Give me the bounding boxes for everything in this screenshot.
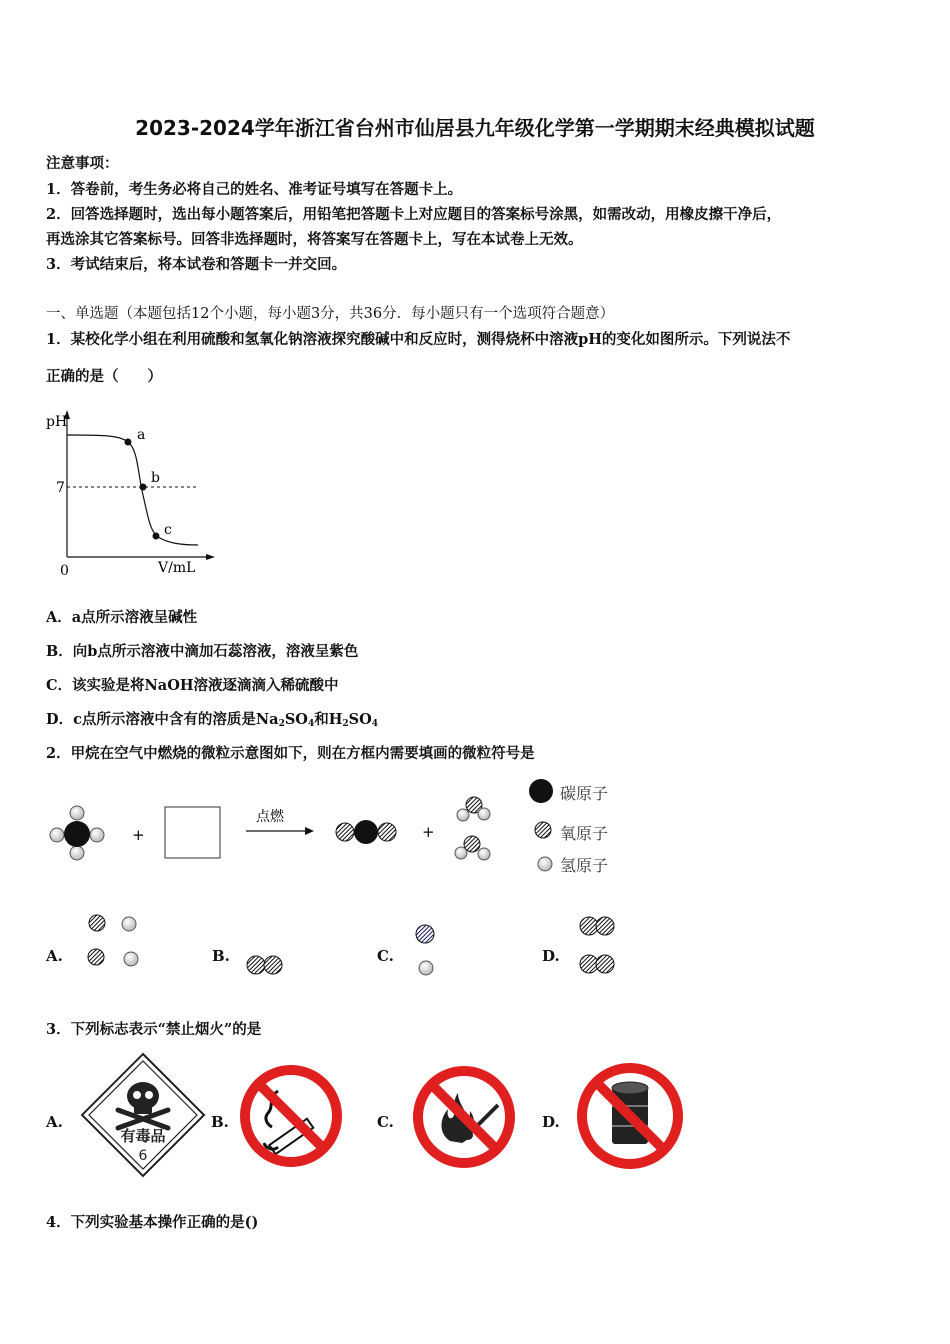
q2-option-d-figure	[575, 910, 625, 980]
water-molecules	[450, 790, 510, 870]
q2-option-b: B.	[212, 947, 230, 965]
y-tick-7: 7	[56, 480, 65, 496]
no-smoking-sign	[238, 1063, 344, 1169]
plus-sign-2: +	[422, 823, 435, 841]
ph-curve	[67, 435, 198, 545]
blank-box	[165, 807, 220, 858]
point-a	[125, 439, 132, 446]
co2-molecule	[336, 820, 396, 844]
q1-stem-cont: 正确的是（ ）	[46, 368, 162, 385]
q3-option-c: C.	[377, 1113, 394, 1131]
q3-option-b: B.	[211, 1113, 229, 1131]
q3-stem: 3．下列标志表示“禁止烟火”的是	[46, 1021, 262, 1038]
q2-option-c: C.	[377, 947, 394, 965]
condition-label: 点燃	[256, 809, 284, 825]
legend-hydrogen: 氢原子	[560, 856, 609, 875]
legend-carbon: 碳原子	[560, 784, 609, 803]
ph-graph	[40, 405, 220, 580]
water-molecule	[455, 836, 490, 860]
toxic-sign	[80, 1052, 206, 1178]
y-label: pH	[46, 414, 68, 430]
label-c: c	[164, 522, 172, 538]
methane-molecule	[50, 806, 104, 860]
q2-option-b-figure	[240, 945, 300, 985]
carbon-atom-icon	[529, 779, 553, 803]
q1-option-a: A．a点所示溶液呈碱性	[46, 609, 198, 626]
notice-item: 再选涂其它答案标号。回答非选择题时，将答案写在答题卡上，写在本试卷上无效。	[46, 231, 583, 248]
no-fire-sign	[410, 1063, 518, 1171]
q3-option-d: D.	[542, 1113, 560, 1131]
notice-item: 1．答卷前，考生务必将自己的姓名、准考证号填写在答题卡上。	[46, 181, 463, 198]
plus-sign: +	[132, 826, 145, 844]
q1-option-c: C．该实验是将NaOH溶液逐滴滴入稀硫酸中	[46, 677, 339, 694]
section-heading: 一、单选题（本题包括12个小题，每小题3分，共36分．每小题只有一个选项符合题意）	[46, 306, 615, 322]
point-b	[140, 484, 147, 491]
legend-oxygen: 氧原子	[560, 824, 609, 843]
label-a: a	[137, 427, 146, 443]
q2-option-d: D.	[542, 947, 560, 965]
oxygen-atom-icon	[535, 822, 551, 838]
methane-reaction-diagram	[40, 790, 460, 880]
point-c	[153, 533, 160, 540]
q4-stem: 4．下列实验基本操作正确的是()	[46, 1214, 259, 1231]
notice-item: 2．回答选择题时，选出每小题答案后，用铅笔把答题卡上对应题目的答案标号涂黑，如需改动，用橡皮擦干净后，	[46, 206, 782, 223]
q1-option-b: B．向b点所示溶液中滴加石蕊溶液，溶液呈紫色	[46, 643, 359, 660]
q3-option-a: A.	[46, 1113, 63, 1131]
x-axis-arrow	[206, 554, 215, 560]
q1-stem: 1．某校化学小组在利用硫酸和氢氧化钠溶液探究酸碱中和反应时，测得烧杯中溶液pH的变化如图所示。下列说法不	[46, 331, 791, 348]
label-b: b	[151, 470, 160, 486]
no-flammable-barrel-sign	[574, 1060, 686, 1172]
x-label: V/mL	[158, 560, 196, 576]
notice-item: 3．考试结束后，将本试卷和答题卡一并交回。	[46, 256, 347, 273]
origin-label: 0	[60, 563, 69, 579]
q2-option-c-figure	[405, 920, 445, 980]
reaction-arrow-head	[305, 827, 314, 835]
hydrogen-atom-icon	[538, 857, 552, 871]
q2-stem: 2．甲烷在空气中燃烧的微粒示意图如下，则在方框内需要填画的微粒符号是	[46, 745, 535, 762]
q1-option-d: D．c点所示溶液中含有的溶质是$Na_2SO_4$和$H_2SO_4$	[46, 711, 379, 729]
toxic-sign-text: 有毒品	[120, 1127, 166, 1145]
q2-option-a-figure	[80, 910, 150, 975]
q2-option-a: A.	[46, 947, 63, 965]
page-title: 2023-2024学年浙江省台州市仙居县九年级化学第一学期期末经典模拟试题	[135, 116, 815, 140]
water-molecule	[457, 797, 490, 821]
toxic-sign-number: 6	[138, 1148, 148, 1164]
notice-heading: 注意事项：	[46, 155, 119, 172]
legend-icons	[525, 776, 555, 876]
